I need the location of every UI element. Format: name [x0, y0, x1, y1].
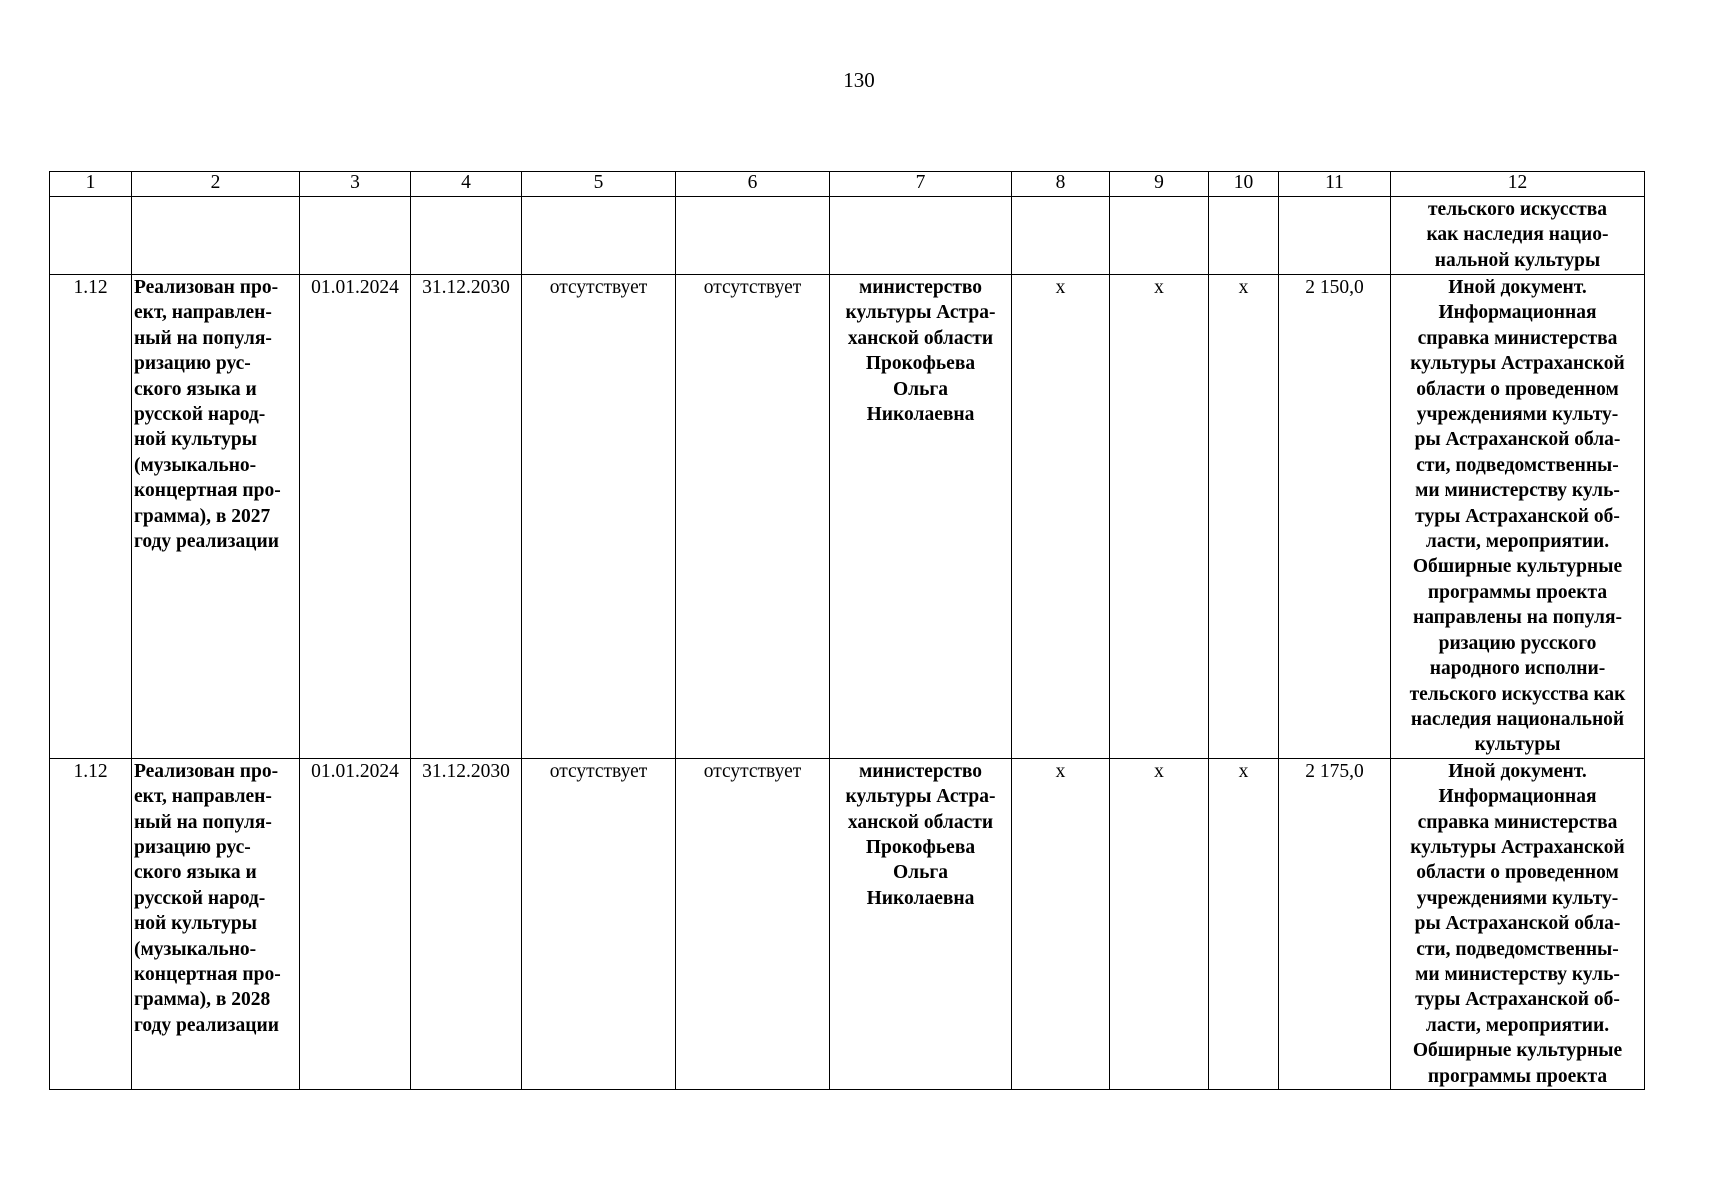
column-9-cell: х	[1110, 275, 1209, 759]
column-6-cell: отсутствует	[676, 275, 830, 759]
end-date-cell: 31.12.2030	[411, 758, 522, 1089]
table-row	[50, 275, 1645, 759]
column-header: 7	[830, 172, 1012, 197]
document-cell: Иной документ. Информационная справка министерства культуры Астраханской области о проведенном учреждениями культу- ры Астраханской обла- сти, подведомственны- ми министерству куль- туры Астраханской об- ласти, мероприятии. Обширные культурные программы проекта	[1391, 758, 1645, 1089]
value-cell: 2 175,0	[1279, 758, 1391, 1089]
table-cell	[411, 197, 522, 275]
page-number: 130	[843, 68, 875, 92]
column-header: 2	[132, 172, 300, 197]
table-cell	[676, 197, 830, 275]
column-header: 5	[522, 172, 676, 197]
column-header: 8	[1012, 172, 1110, 197]
column-header: 4	[411, 172, 522, 197]
table-cell	[50, 197, 132, 275]
table-row-continuation	[50, 197, 1645, 275]
table-cell	[1110, 197, 1209, 275]
column-10-cell: х	[1209, 758, 1279, 1089]
table-cell	[132, 197, 300, 275]
row-number-cell: 1.12	[50, 275, 132, 759]
table-cell	[1209, 197, 1279, 275]
column-header: 11	[1279, 172, 1391, 197]
column-5-cell: отсутствует	[522, 758, 676, 1089]
document-table	[49, 171, 1645, 1090]
column-header: 10	[1209, 172, 1279, 197]
column-number-row	[50, 172, 1645, 197]
end-date-cell: 31.12.2030	[411, 275, 522, 759]
column-9-cell: х	[1110, 758, 1209, 1089]
column-header: 1	[50, 172, 132, 197]
table-cell	[1012, 197, 1110, 275]
start-date-cell: 01.01.2024	[300, 758, 411, 1089]
table-cell	[300, 197, 411, 275]
column-8-cell: х	[1012, 758, 1110, 1089]
responsible-cell: министерство культуры Астра- ханской области Прокофьева Ольга Николаевна	[830, 275, 1012, 759]
column-header: 9	[1110, 172, 1209, 197]
start-date-cell: 01.01.2024	[300, 275, 411, 759]
table-cell	[830, 197, 1012, 275]
table-row	[50, 758, 1645, 1089]
table-cell	[522, 197, 676, 275]
table-cell	[1279, 197, 1391, 275]
result-cell: Реализован про- ект, направлен- ный на популя- ризацию рус- ского языка и русской народ- ной культуры (музыкально- концертная про- грамма), в 2028 году реализации	[132, 758, 300, 1089]
column-8-cell: х	[1012, 275, 1110, 759]
column-header: 12	[1391, 172, 1645, 197]
responsible-cell: министерство культуры Астра- ханской области Прокофьева Ольга Николаевна	[830, 758, 1012, 1089]
document-cell: Иной документ. Информационная справка министерства культуры Астраханской области о проведенном учреждениями культу- ры Астраханской обла- сти, подведомственны- ми министерству куль- туры Астраханской об- ласти, мероприятии. Обширные культурные программы проекта направлены на популя- ризацию русского народного исполни- тельского искусства как наследия национальной культуры	[1391, 275, 1645, 759]
column-10-cell: х	[1209, 275, 1279, 759]
row-number-cell: 1.12	[50, 758, 132, 1089]
result-cell: Реализован про- ект, направлен- ный на популя- ризацию рус- ского языка и русской народ- ной культуры (музыкально- концертная про- грамма), в 2027 году реализации	[132, 275, 300, 759]
column-header: 6	[676, 172, 830, 197]
column-5-cell: отсутствует	[522, 275, 676, 759]
column-header: 3	[300, 172, 411, 197]
document-cell: тельского искусства как наследия нацио- нальной культуры	[1391, 197, 1645, 275]
column-6-cell: отсутствует	[676, 758, 830, 1089]
value-cell: 2 150,0	[1279, 275, 1391, 759]
